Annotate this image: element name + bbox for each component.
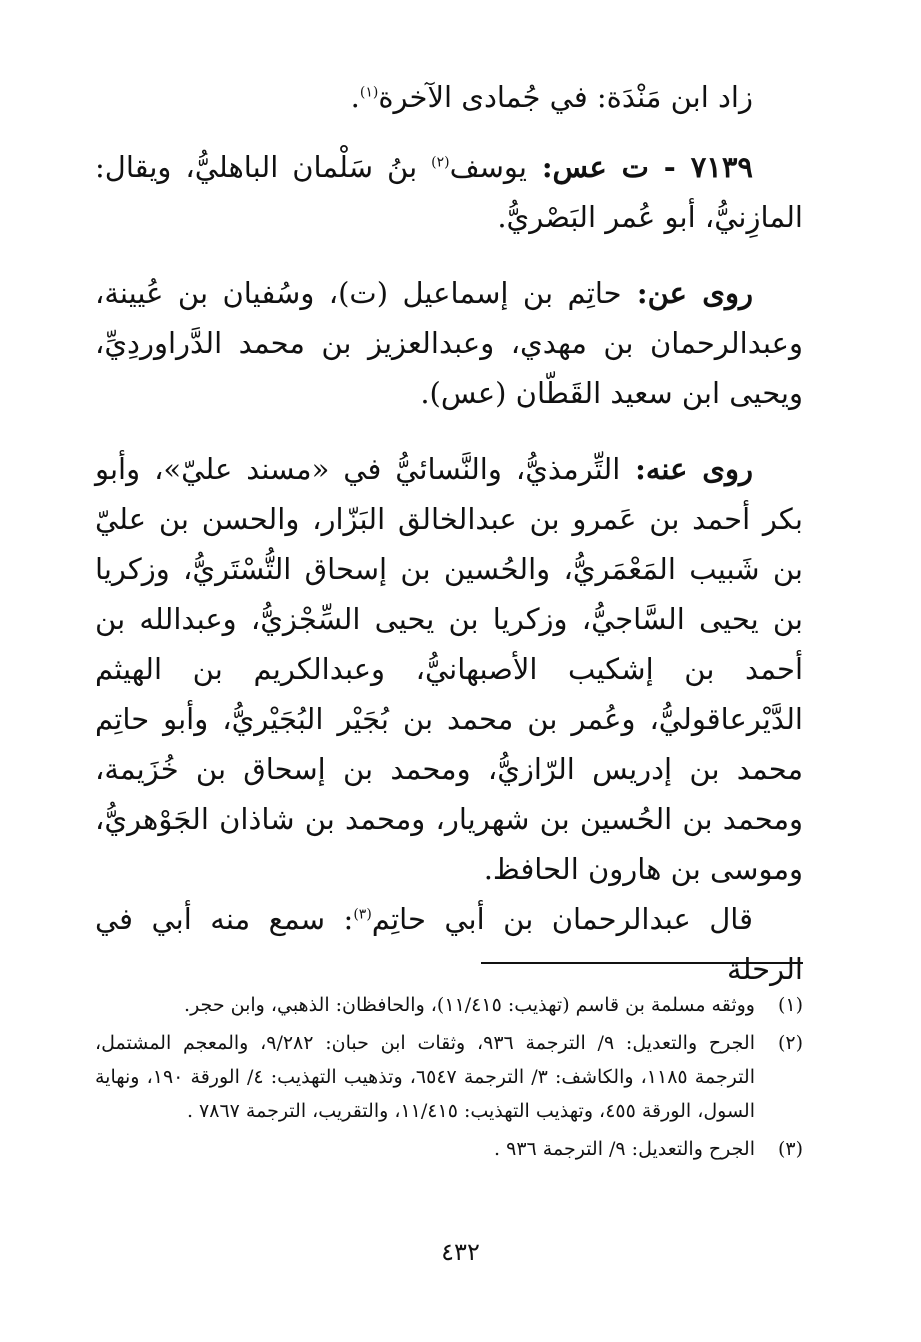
footnotes xyxy=(95,988,803,1170)
entry-symbols: ت عس: xyxy=(526,150,649,184)
footnote-divider xyxy=(481,962,803,964)
quote-paragraph: قال عبدالرحمان بن أبي حاتِم$^{(٣)}$: سمع منه أبي في الرحلة xyxy=(95,902,803,986)
footnote xyxy=(95,1026,803,1128)
footnote-ref-1: (١) xyxy=(359,84,379,101)
narrated-by-paragraph xyxy=(95,444,803,894)
page-number: ٤٣٢ xyxy=(441,1238,480,1266)
footnote-number: (٣) xyxy=(777,1138,803,1160)
narrated-from-label: روى عن: xyxy=(621,276,753,310)
footnote-text: الجرح والتعديل: ٩/ الترجمة ٩٣٦، وثقات ابن حبان: ٩/٢٨٢، والمعجم المشتمل، الترجمة ١١٨٥، والكاشف: ٣/ الترجمة ٦٥٤٧، وتذهيب التهذيب: ٤/ الورقة ١٩٠، ونهاية السول، الورقة ٤٥٥، وتهذيب التهذيب: ١١/٤١٥، والتقريب، الترجمة ٧٨٦٧ . xyxy=(95,1032,755,1122)
narrated-by-label: روى عنه: xyxy=(620,452,753,486)
main-text xyxy=(95,72,803,994)
entry-number: ٧١٣٩ xyxy=(690,150,753,184)
narrated-from-paragraph xyxy=(95,268,803,418)
previous-entry-ending: زاد ابن مَنْدَة: في جُمادى الآخرة$^{(١)}$. xyxy=(350,80,753,114)
footnote xyxy=(95,988,803,1022)
footnote-ref-2: (٢) xyxy=(431,154,450,171)
entry-name: يوسف xyxy=(449,150,527,184)
narrated-by-text: التِّرمذيُّ، والنَّسائيُّ في «مسند عليّ»، وأبو بكر أحمد بن عَمرو بن عبدالخالق البَزّار، والحسن بن عليّ بن شَبيب المَعْمَريُّ، والحُسين بن إسحاق التُّسْتَريُّ، وزكريا بن يحيى السَّاجيُّ، وزكريا بن يحيى السِّجْزيُّ، وعبدالله بن أحمد بن إشكيب الأصبهانيُّ، وعبدالكريم بن الهيثم الدَّيْرعاقوليُّ، وعُمر بن محمد بن بُجَيْر البُجَيْريُّ، وأبو حاتِم محمد بن إدريس الرّازيُّ، ومحمد بن إسحاق بن خُزَيمة، ومحمد بن الحُسين بن شهريار، ومحمد بن شاذان الجَوْهريُّ، وموسى بن هارون الحافظ. xyxy=(95,452,803,886)
entry-heading: ٧١٣٩ - ت عس: يوسف$^{(٢)}$ بنُ سَلْمان الباهليُّ، ويقال: المازِنيُّ، أبو عُمر البَصْريُّ. xyxy=(95,150,803,234)
footnote-text: ووثقه مسلمة بن قاسم (تهذيب: ١١/٤١٥)، والحافظان: الذهبي، وابن حجر. xyxy=(184,994,755,1016)
narrated-from-text: حاتِم بن إسماعيل (ت)، وسُفيان بن عُيينة، وعبدالرحمان بن مهدي، وعبدالعزيز بن محمد الدَّراوردِيِّ، ويحيى ابن سعيد القَطّان (عس). xyxy=(95,276,803,410)
footnote-number: (٢) xyxy=(777,1032,803,1054)
footnote-number: (١) xyxy=(777,994,803,1016)
footnote xyxy=(95,1132,803,1166)
entry-name-rest: بنُ سَلْمان الباهليُّ، ويقال: المازِنيُّ، أبو عُمر البَصْريُّ. xyxy=(95,150,803,234)
footnote-ref-3: (٣) xyxy=(353,906,372,923)
footnote-text: الجرح والتعديل: ٩/ الترجمة ٩٣٦ . xyxy=(494,1138,755,1160)
